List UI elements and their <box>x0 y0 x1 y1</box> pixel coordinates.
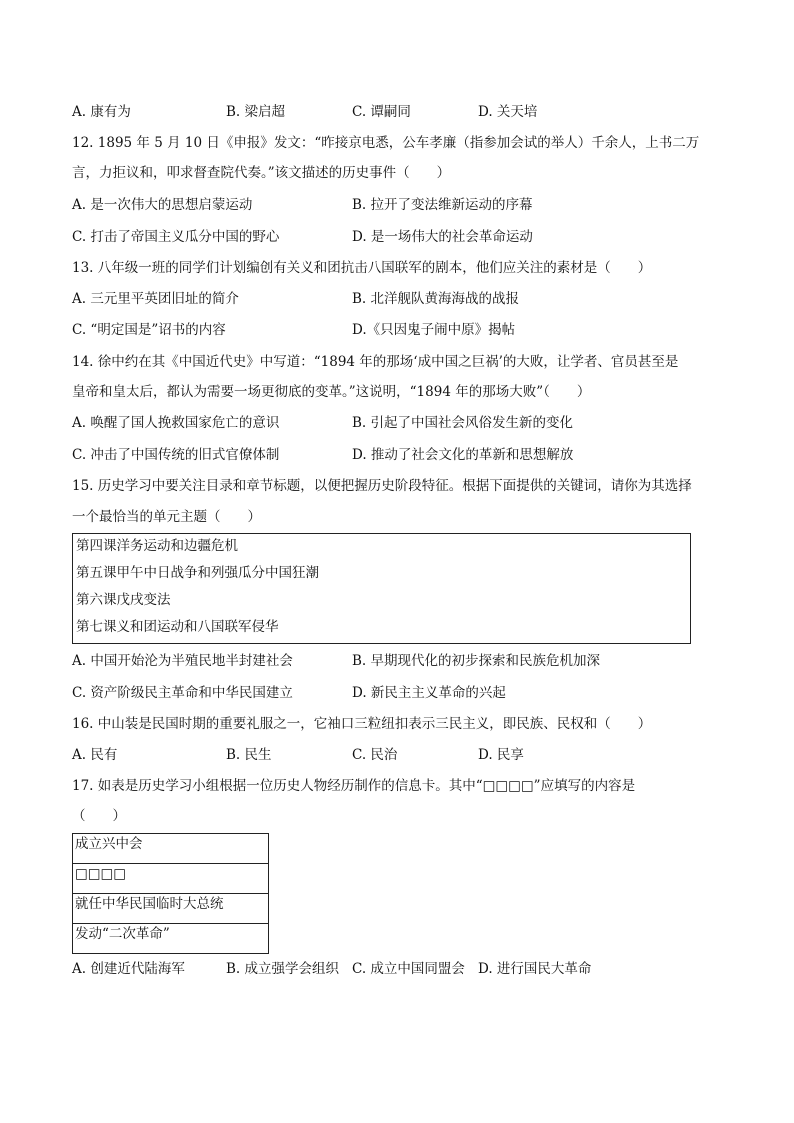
q17-option-c: C. 成立中国同盟会 <box>352 961 465 977</box>
q12-stem-line1: 12. 1895 年 5 月 10 日《申报》发文：“昨接京电悉，公车孝廉（指参加会试的举人）千余人，上书二万 <box>72 135 700 151</box>
q12-stem-line2: 言，力拒议和，叩求督查院代奏。”该文描述的历史事件（ ） <box>72 165 451 181</box>
q12-option-a: A. 是一次伟大的思想启蒙运动 <box>72 197 253 213</box>
q16-option-d: D. 民享 <box>478 747 524 763</box>
q17-stem-line2: （ ） <box>72 808 126 824</box>
q12-option-b: B. 拉开了变法维新运动的序幕 <box>352 197 533 213</box>
q16-option-b: B. 民生 <box>226 747 272 763</box>
q17-info-card-table <box>72 833 269 954</box>
q12-option-d: D. 是一场伟大的社会革命运动 <box>352 229 533 245</box>
q15-option-c: C. 资产阶级民主革命和中华民国建立 <box>72 685 293 701</box>
q13-option-c: C. “明定国是”诏书的内容 <box>72 322 226 338</box>
q17-table-cell: 成立兴中会 <box>73 834 269 864</box>
q11-option-b: B. 梁启超 <box>226 104 286 120</box>
q15-keyword-box <box>72 533 691 644</box>
q14-option-a: A. 唤醒了国人挽救国家危亡的意识 <box>72 415 280 431</box>
q11-option-c: C. 谭嗣同 <box>352 104 411 120</box>
q15-option-d: D. 新民主主义革命的兴起 <box>352 685 506 701</box>
q14-option-c: C. 冲击了中国传统的旧式官僚体制 <box>72 447 280 463</box>
q13-stem-line1: 13. 八年级一班的同学们计划编创有关义和团抗击八国联军的剧本，他们应关注的素材是（ ） <box>72 260 652 276</box>
q15-option-a: A. 中国开始沦为半殖民地半封建社会 <box>72 653 293 669</box>
q17-stem-line1: 17. 如表是历史学习小组根据一位历史人物经历制作的信息卡。其中“□□□□”应填写的内容是 <box>72 778 636 794</box>
q13-option-d: D.《只因鬼子闹中原》揭帖 <box>352 322 516 338</box>
q16-option-a: A. 民有 <box>72 747 118 763</box>
q17-table-cell: 就任中华民国临时大总统 <box>73 894 269 924</box>
q11-option-a: A. 康有为 <box>72 104 131 120</box>
q13-option-a: A. 三元里平英团旧址的简介 <box>72 291 239 307</box>
q15-stem-line2: 一个最恰当的单元主题（ ） <box>72 509 261 525</box>
q15-box-row: 第七课义和团运动和八国联军侵华 <box>76 619 279 635</box>
q15-box-row: 第五课甲午中日战争和列强瓜分中国狂潮 <box>76 565 319 581</box>
q17-option-b: B. 成立强学会组织 <box>226 961 340 977</box>
q17-option-a: A. 创建近代陆海军 <box>72 961 185 977</box>
q17-table-cell: □□□□ <box>73 864 269 894</box>
q14-option-b: B. 引起了中国社会风俗发生新的变化 <box>352 415 574 431</box>
q11-option-d: D. 关天培 <box>478 104 538 120</box>
q14-stem-line2: 皇帝和皇太后，都认为需要一场更彻底的变革。”这说明，“1894 年的那场大败”（ ） <box>72 384 591 400</box>
q17-table-cell: 发动“二次革命” <box>73 924 269 954</box>
q15-option-b: B. 早期现代化的初步探索和民族危机加深 <box>352 653 601 669</box>
q16-stem-line1: 16. 中山装是民国时期的重要礼服之一，它袖口三粒纽扣表示三民主义，即民族、民权和（ ） <box>72 716 652 732</box>
q13-option-b: B. 北洋舰队黄海海战的战报 <box>352 291 520 307</box>
q15-box-row: 第四课洋务运动和边疆危机 <box>76 538 238 554</box>
q15-box-row: 第六课戊戌变法 <box>76 592 171 608</box>
q14-option-d: D. 推动了社会文化的革新和思想解放 <box>352 447 574 463</box>
q16-option-c: C. 民治 <box>352 747 398 763</box>
q17-option-d: D. 进行国民大革命 <box>478 961 592 977</box>
q15-stem-line1: 15. 历史学习中要关注目录和章节标题，以便把握历史阶段特征。根据下面提供的关键词，请你为其选择 <box>72 478 692 494</box>
q14-stem-line1: 14. 徐中约在其《中国近代史》中写道：“1894 年的那场‘成中国之巨祸’的大败，让学者、官员甚至是 <box>72 354 679 370</box>
q12-option-c: C. 打击了帝国主义瓜分中国的野心 <box>72 229 280 245</box>
